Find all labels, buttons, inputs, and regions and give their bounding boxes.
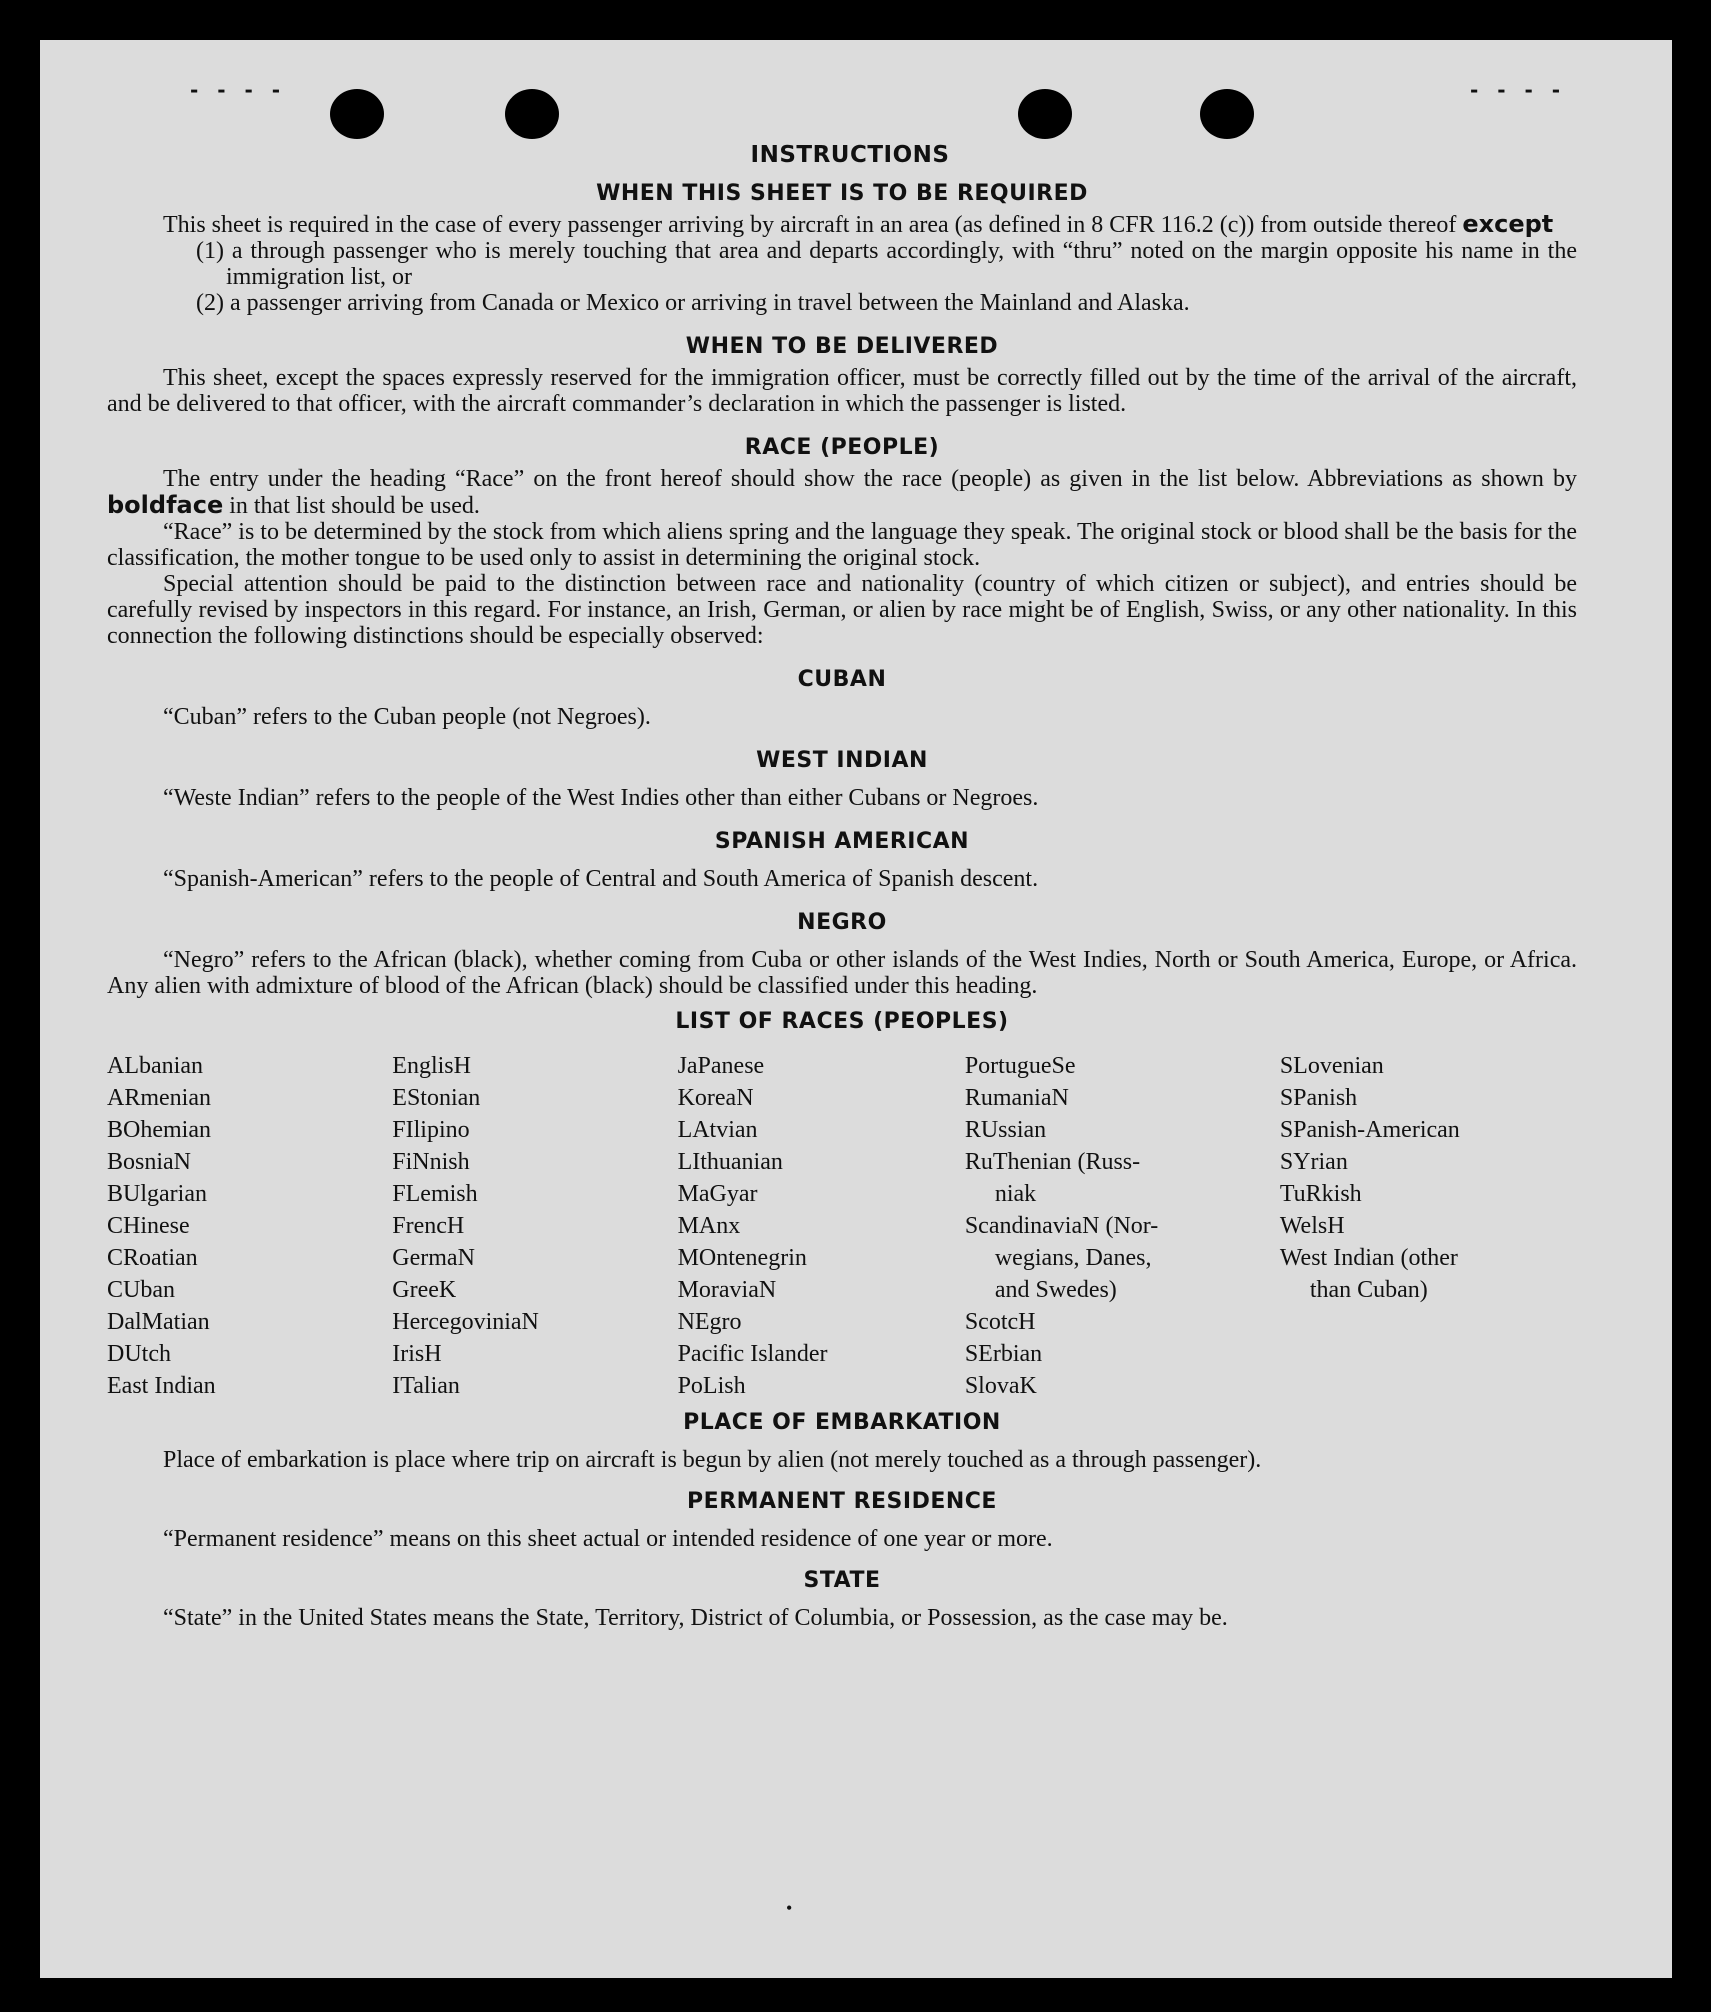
race-entry: EnglisH [392,1053,471,1079]
section-heading: WEST INDIAN [756,748,928,773]
race-column [678,1050,965,1402]
section-text [107,211,1577,238]
race-entry: MOntenegrin [677,1245,807,1271]
race-entry: PoLish [677,1373,746,1399]
race-column [1280,1050,1577,1402]
section-text: Place of embarkation is place where trip on aircraft is begun by alien (not merely touched as a through passenger). [163,1447,1262,1473]
instructions-content [107,142,1577,1631]
race-entry: and Swedes) [994,1277,1117,1303]
race-entry: ScotcH [964,1309,1036,1335]
section-heading: SPANISH AMERICAN [714,829,970,854]
race-column [965,1050,1280,1402]
race-entry: BOhemian [107,1117,211,1143]
race-entry: ITalian [392,1373,460,1399]
race-entry: ScandinaviaN (Nor- [964,1213,1159,1239]
race-entry: NEgro [677,1309,742,1335]
race-entry: SlovaK [964,1373,1037,1399]
footer-mark: • [786,1898,793,1918]
race-entry: FIlipino [392,1117,470,1143]
race-column [392,1050,677,1402]
emphasis-text: except [1462,210,1554,238]
race-list [107,1050,1577,1402]
race-entry: FiNnish [392,1149,470,1175]
section-heading: PLACE OF EMBARKATION [683,1410,1001,1435]
race-entry: JaPanese [677,1053,765,1079]
race-entry: CHinese [107,1213,190,1239]
section-heading: RACE (PEOPLE) [744,435,940,460]
race-entry: SLovenian [1279,1053,1384,1079]
race-entry: ALbanian [107,1053,203,1079]
race-entry: GreeK [392,1277,457,1303]
text-run: in that list should be used. [229,493,480,519]
race-column [107,1050,392,1402]
race-entry: MaGyar [677,1181,758,1207]
punch-hole [1018,89,1072,139]
section-text [107,466,1577,519]
section-text: “Spanish-American” refers to the people of Central and South America of Spanish descent. [163,866,1039,892]
race-entry: IrisH [392,1341,442,1367]
race-entry: SPanish [1279,1085,1358,1111]
race-entry: niak [994,1181,1037,1207]
list-item: (1) a through passenger who is merely touching that area and departs accordingly, with “thru” noted on the margin opposite his name in the immigration list, or [196,238,1577,290]
race-entry: KoreaN [677,1085,754,1111]
emphasis-text: boldface [107,491,224,519]
race-entry: BosniaN [107,1149,191,1175]
text-run: The entry under the heading “Race” on the front hereof should show the race (people) as given in the list below. Abbreviations as shown by [163,466,1577,492]
race-entry: MoraviaN [677,1277,777,1303]
race-entry: FrencH [392,1213,465,1239]
race-entry: LAtvian [677,1117,758,1143]
section-heading: WHEN TO BE DELIVERED [685,334,999,359]
race-entry: SPanish-American [1279,1117,1460,1143]
race-entry: DUtch [107,1341,171,1367]
race-entry: wegians, Danes, [994,1245,1152,1271]
race-entry: CRoatian [107,1245,198,1271]
header-marks: - - - - [1470,78,1567,102]
section-heading: STATE [803,1568,881,1593]
text-run: This sheet is required in the case of every passenger arriving by aircraft in an area (as defined in 8 CFR 116.2 (c)) from outside thereof [163,212,1457,238]
race-entry: than Cuban) [1309,1277,1428,1303]
section-text: “Negro” refers to the African (black), whether coming from Cuba or other islands of the West Indies, North or South America, Europe, or Africa. Any alien with admixture of blood of the African (black) should be classified under this heading. [107,947,1577,999]
section-text: “Weste Indian” refers to the people of the West Indies other than either Cubans or Negroes. [163,785,1039,811]
section-text: Special attention should be paid to the distinction between race and nationality (country of which citizen or subject), and entries should be carefully revised by inspectors in this regard. For instance, an Irish, German, or alien by race might be of English, Swiss, or any other nationality. In this connection the following distinctions should be especially observed: [107,571,1577,649]
section-text: “State” in the United States means the State, Territory, District of Columbia, or Possession, as the case may be. [163,1605,1228,1631]
punch-hole [330,89,384,139]
race-entry: FLemish [392,1181,478,1207]
race-entry: WelsH [1279,1213,1345,1239]
section-heading: NEGRO [797,910,887,935]
list-item: (2) a passenger arriving from Canada or Mexico or arriving in travel between the Mainland and Alaska. [196,290,1190,316]
race-entry: SYrian [1279,1149,1348,1175]
race-entry: ARmenian [107,1085,211,1111]
section-text: “Cuban” refers to the Cuban people (not Negroes). [163,704,651,730]
race-entry: HercegoviniaN [392,1309,539,1335]
race-entry: CUban [107,1277,175,1303]
race-entry: East Indian [107,1373,216,1399]
punch-hole [505,89,559,139]
race-entry: PortugueSe [964,1053,1076,1079]
race-entry: EStonian [392,1085,481,1111]
section-heading: CUBAN [797,667,887,692]
race-entry: TuRkish [1279,1181,1362,1207]
section-heading: WHEN THIS SHEET IS TO BE REQUIRED [596,181,1088,206]
race-entry: Pacific Islander [677,1341,828,1367]
race-entry: MAnx [677,1213,741,1239]
punch-hole [1200,89,1254,139]
race-entry: BUlgarian [107,1181,207,1207]
race-entry: SErbian [964,1341,1043,1367]
section-text: This sheet, except the spaces expressly reserved for the immigration officer, must be correctly filled out by the time of the arrival of the aircraft, and be delivered to that officer, with the aircraft commander’s declaration in which the passenger is listed. [107,365,1577,417]
section-text: “Permanent residence” means on this sheet actual or intended residence of one year or more. [163,1526,1053,1552]
race-entry: RUssian [964,1117,1047,1143]
race-entry: GermaN [392,1245,475,1271]
race-entry: West Indian (other [1279,1245,1458,1271]
section-heading: PERMANENT RESIDENCE [687,1489,997,1514]
section-heading: LIST OF RACES (PEOPLES) [675,1009,1009,1034]
race-entry: RuThenian (Russ- [964,1149,1141,1175]
document-page [40,40,1672,1978]
race-entry: LIthuanian [677,1149,783,1175]
page-title: INSTRUCTIONS [750,142,950,168]
section-text: “Race” is to be determined by the stock from which aliens spring and the language they speak. The original stock or blood shall be the basis for the classification, the mother tongue to be used only to assist in determining the original stock. [107,519,1577,571]
header-marks: - - - - [190,78,287,102]
race-entry: DalMatian [107,1309,210,1335]
race-entry: RumaniaN [964,1085,1069,1111]
